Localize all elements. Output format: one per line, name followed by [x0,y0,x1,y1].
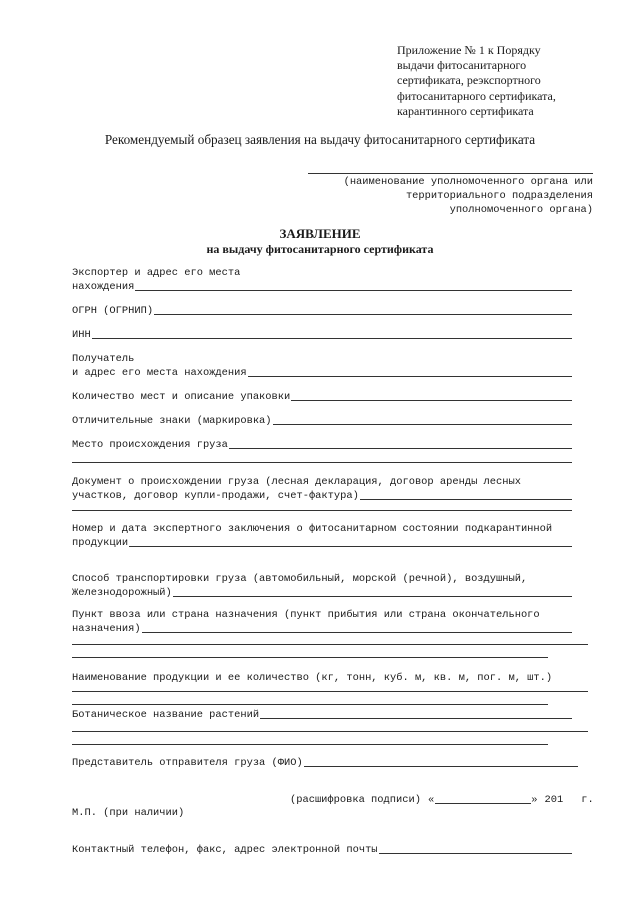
destination-field[interactable] [72,622,572,636]
authority-caption-line: территориального подразделения [405,190,593,202]
form-heading: Рекомендуемый образец заявления на выдачу фитосанитарного сертификата [104,132,536,147]
document-title: ЗАЯВЛЕНИЕ [279,226,361,241]
ogrn-label: ОГРН (ОГРНИП) [72,305,154,317]
origin-document-extra-line[interactable] [72,510,572,511]
packages-label: Количество мест и описание упаковки [72,391,291,403]
stamp-label: М.П. (при наличии) [72,807,185,819]
representative-field[interactable] [72,756,578,770]
transport-label-cont: Железнодорожный) [72,587,172,599]
inn-label: ИНН [72,329,91,341]
recipient-label-cont: и адрес его места нахождения [72,367,247,379]
botanical-name-extra-line[interactable] [72,744,548,745]
marking-field[interactable] [72,414,572,428]
destination-input-line[interactable] [142,632,572,633]
origin-document-field[interactable] [72,489,572,503]
expert-opinion-input-line[interactable] [129,546,572,547]
representative-input-line[interactable] [304,766,578,767]
authority-caption-line: (наименование уполномоченного органа или [343,176,593,188]
packages-input-line[interactable] [291,400,572,401]
origin-document-label-cont: участков, договор купли-продажи, счет-фактура) [72,490,359,502]
destination-extra-line[interactable] [72,644,588,645]
destination-label: Пункт ввоза или страна назначения (пункт прибытия или страна окончательного [72,609,540,621]
botanical-name-input-line[interactable] [260,718,572,719]
origin-label: Место происхождения груза [72,439,228,451]
inn-input-line[interactable] [92,338,572,339]
exporter-label-cont: нахождения [72,281,135,293]
appendix-line: Приложение № 1 к Порядку [397,43,541,57]
appendix-line: выдачи фитосанитарного [397,58,527,73]
transport-field[interactable] [72,586,572,600]
exporter-label: Экспортер и адрес его места [72,267,241,279]
marking-input-line[interactable] [273,424,572,425]
origin-document-label: Документ о происхождении груза (лесная декларация, договор аренды лесных [72,476,521,488]
product-name-extra-line[interactable] [72,704,548,705]
recipient-label: Получатель [72,353,135,365]
ogrn-field[interactable] [72,304,572,318]
contacts-label: Контактный телефон, факс, адрес электронной почты [72,844,378,856]
botanical-name-field[interactable] [72,708,572,722]
botanical-name-label: Ботаническое название растений [72,709,260,721]
appendix-line: карантинного сертификата [397,103,534,118]
recipient-input-line[interactable] [248,376,572,377]
destination-extra-line[interactable] [72,657,548,658]
appendix-line: фитосанитарного сертификата, [397,88,556,103]
expert-opinion-label-cont: продукции [72,537,129,549]
marking-label: Отличительные знаки (маркировка) [72,415,272,427]
contacts-input-line[interactable] [379,853,572,854]
transport-input-line[interactable] [173,596,572,597]
date-open-quote: « [428,794,435,806]
date-input-line[interactable] [435,803,531,804]
origin-document-input-line[interactable] [360,499,572,500]
inn-field[interactable] [72,328,572,342]
ogrn-input-line[interactable] [154,314,572,315]
botanical-name-extra-line[interactable] [72,731,588,732]
representative-label: Представитель отправителя груза (ФИО) [72,757,303,769]
appendix-note [397,43,597,119]
authority-caption-line: уполномоченного органа) [449,204,593,216]
product-name-label: Наименование продукции и ее количество (кг, тонн, куб. м, кв. м, пог. м, шт.) [72,672,553,684]
exporter-field[interactable] [72,280,572,294]
expert-opinion-field[interactable] [72,536,572,550]
product-name-input-line[interactable] [72,691,588,692]
origin-field[interactable] [72,438,572,452]
exporter-input-line[interactable] [135,290,572,291]
authority-caption [300,175,593,217]
appendix-line: сертификата, реэкспортного [397,73,541,88]
origin-extra-line[interactable] [72,462,572,463]
expert-opinion-label: Номер и дата экспертного заключения о фитосанитарном состоянии подкарантинной [72,523,553,535]
signature-decode-caption: (расшифровка подписи) [290,794,421,806]
destination-label-cont: назначения) [72,623,141,635]
recipient-field[interactable] [72,366,572,380]
packages-field[interactable] [72,390,572,404]
date-field[interactable] [428,793,592,807]
authority-input-line[interactable] [308,173,593,174]
origin-input-line[interactable] [229,448,572,449]
transport-label: Способ транспортировки груза (автомобильный, морской (речной), воздушный, [72,573,528,585]
date-year: 201 [544,794,564,806]
date-close-quote: » [531,794,538,806]
document-subtitle: на выдачу фитосанитарного сертификата [206,242,434,256]
date-suffix: г. [581,794,594,806]
contacts-field[interactable] [72,843,572,857]
